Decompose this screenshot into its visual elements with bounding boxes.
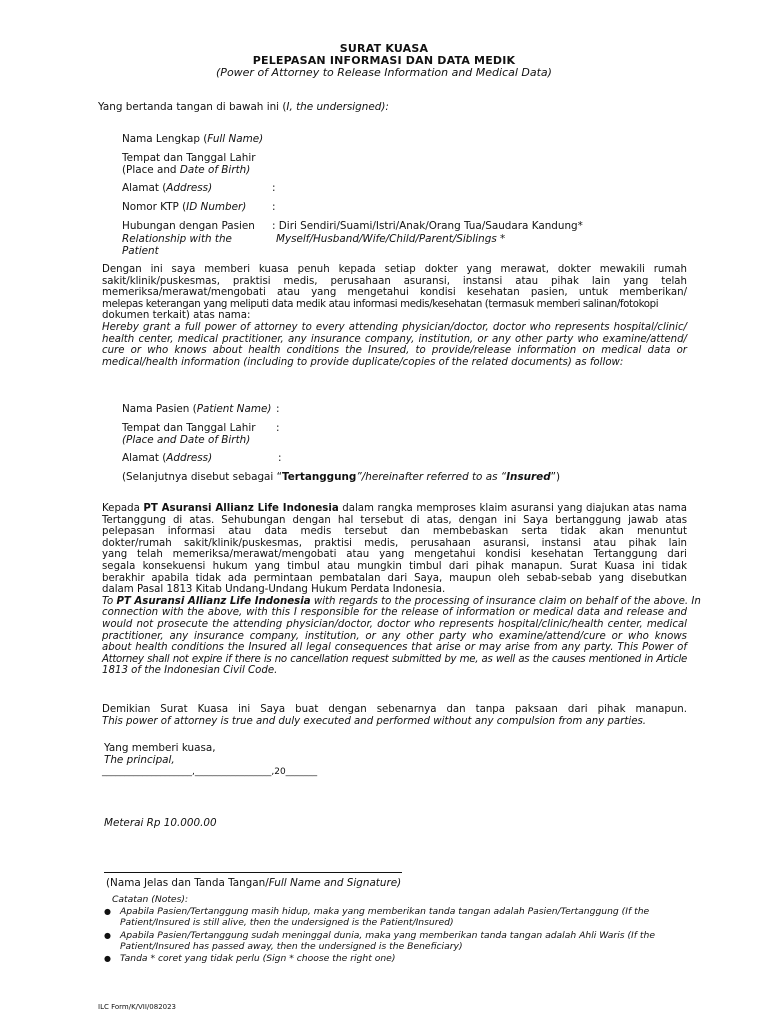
notes-title: Catatan (Notes): bbox=[112, 894, 189, 905]
release-id-line: Tertanggung di atas. Sehubungan dengan hal tersebut di atas, dengan ini Saya bertanggung jawab atas bbox=[102, 514, 687, 526]
note-item: Apabila Pasien/Tertanggung sudah meninggal dunia, maka yang memberikan tanda tangan adalah Ahli Waris (If the Patient/Insured has passed away, then the undersigned is the Beneficiary) bbox=[120, 930, 655, 952]
form-id: ILC Form/K/VII/082023 bbox=[98, 1003, 177, 1011]
bullet-icon: ● bbox=[104, 907, 111, 916]
grant-en-line: medical/health information (including to provide duplicate/copies of the related documents) as follow: bbox=[102, 356, 624, 368]
closing-en-line: This power of attorney is true and duly executed and performed without any compulsion from any parties. bbox=[102, 715, 647, 727]
address-colon: : bbox=[272, 182, 276, 194]
patient-name-colon: : bbox=[276, 403, 280, 415]
patient-address-colon: : bbox=[278, 452, 282, 464]
grant-en-line: cure or who knows about health conditions the Insured, to provide/release information on medical data or bbox=[102, 345, 687, 357]
grant-id-line: sakit/klinik/puskesmas, praktisi medis, perusahaan asuransi, instansi atau pihak lain yang telah bbox=[102, 275, 687, 287]
note-item: Apabila Pasien/Tertanggung masih hidup, maka yang memberikan tanda tangan adalah Pasien/Tertanggung (If the Patient/Insured is still alive, then the undersigned is the Patient/Insured) bbox=[120, 906, 650, 928]
release-id-line: berakhir apabila tidak ada permintaan pembatalan dari Saya, maupun oleh sebab-sebab yang disebutkan bbox=[102, 572, 687, 584]
relation-label-en: Relationship with the bbox=[122, 233, 232, 245]
note-item: Tanda * coret yang tidak perlu (Sign * choose the right one) bbox=[120, 953, 396, 964]
release-id-line: segala konsekuensi hukum yang timbul atau mungkin timbul dari pihak manapun. Surat Kuasa ini tidak bbox=[102, 560, 687, 572]
patient-address-label: Alamat (Address) bbox=[122, 452, 213, 464]
document-translation: (Power of Attorney to Release Information and Medical Data) bbox=[216, 66, 552, 79]
document-title: SURAT KUASA bbox=[339, 42, 429, 55]
grant-paragraph bbox=[102, 264, 687, 368]
birth-label-en: (Place and Date of Birth) bbox=[122, 164, 251, 176]
signature-caption: (Nama Jelas dan Tanda Tangan/Full Name and Signature) bbox=[106, 877, 402, 889]
release-id-line: dokter/rumah sakit/klinik/puskesmas, praktisi medis, perusahaan asuransi, instansi atau pihak lain bbox=[102, 537, 687, 549]
address-label: Alamat (Address) bbox=[122, 182, 213, 194]
release-id-line: yang telah memeriksa/merawat/mengobati atau yang mengetahui kondisi kesehatan Tertanggung dari bbox=[102, 549, 687, 561]
grant-id-line: melepas keterangan yang meliputi data medik atau informasi medis/kesehatan (termasuk memberi salinan/fotokopi bbox=[102, 298, 659, 310]
patient-name-label: Nama Pasien (Patient Name) bbox=[122, 403, 272, 415]
relation-options-en: Myself/Husband/Wife/Child/Parent/Siblings * bbox=[276, 233, 506, 245]
closing-statement bbox=[102, 704, 687, 727]
relation-label-en-2: Patient bbox=[122, 245, 159, 257]
patient-birth-label-en: (Place and Date of Birth) bbox=[122, 434, 251, 446]
release-en-line: practitioner, any insurance company, institution, or any other party who examine/attend/cure or who knows bbox=[102, 630, 687, 642]
bullet-icon: ● bbox=[104, 954, 111, 963]
principal-label-en: The principal, bbox=[104, 754, 175, 766]
insured-definition: (Selanjutnya disebut sebagai “Tertanggung”/hereinafter referred to as “Insured”) bbox=[122, 471, 561, 483]
company-name-en: PT Asuransi Allianz Life Indonesia bbox=[116, 595, 311, 607]
release-en-line: Attorney shall not expire if there is no cancellation request submitted by me, as well as the causes mentioned in Article bbox=[102, 653, 687, 665]
grant-id-line: dokumen terkait) atas nama: bbox=[102, 310, 251, 322]
release-en-line: To PT Asuransi Allianz Life Indonesia with regards to the processing of insurance claim on behalf of the above. In bbox=[102, 595, 701, 607]
release-id-line: Kepada PT Asuransi Allianz Life Indonesia dalam rangka memproses klaim asuransi yang diajukan atas nama bbox=[102, 503, 687, 514]
release-en-line: would not prosecute the attending physician/doctor, doctor who represents hospital/clinic/health center, medical bbox=[102, 618, 687, 630]
grant-en-line: Hereby grant a full power of attorney to every attending physician/doctor, doctor who represents hospital/clinic/ bbox=[102, 321, 687, 333]
release-en-line: connection with the above, with this I responsible for the release of information or medical data and release and bbox=[102, 607, 687, 619]
grant-id-line: Dengan ini saya memberi kuasa penuh kepada setiap dokter yang merawat, dokter mewakili rumah bbox=[102, 264, 687, 275]
release-en-line: 1813 of the Indonesian Civil Code. bbox=[102, 665, 278, 677]
birth-label: Tempat dan Tanggal Lahir bbox=[122, 152, 256, 164]
bullet-icon: ● bbox=[104, 931, 111, 940]
place-date-line: ____________________,_________________,20_______ bbox=[102, 767, 318, 777]
undersigned-label: Yang bertanda tangan di bawah ini (I, the undersigned): bbox=[98, 101, 389, 113]
ktp-colon: : bbox=[272, 201, 276, 213]
grant-en-line: health center, medical practitioner, any insurance company, institution, or any other party who examine/attend/ bbox=[102, 333, 687, 345]
document-subtitle: PELEPASAN INFORMASI DAN DATA MEDIK bbox=[252, 54, 516, 67]
relation-label: Hubungan dengan Pasien bbox=[122, 220, 255, 232]
release-id-line: dalam Pasal 1813 Kitab Undang-Undang Hukum Perdata Indonesia. bbox=[102, 584, 446, 596]
release-en-line: about health conditions the Insured all legal consequences that arise or may arise from any party. This Power of bbox=[102, 642, 687, 654]
principal-label: Yang memberi kuasa, bbox=[104, 742, 216, 754]
grant-id-line: memeriksa/merawat/mengobati atau yang mengetahui kondisi kesehatan pasien, untuk memberikan/ bbox=[102, 287, 687, 299]
company-name: PT Asuransi Allianz Life Indonesia bbox=[143, 503, 339, 514]
ktp-label: Nomor KTP (ID Number) bbox=[122, 201, 247, 213]
relation-options: : Diri Sendiri/Suami/Istri/Anak/Orang Tua/Saudara Kandung* bbox=[272, 220, 583, 232]
closing-id-line: Demikian Surat Kuasa ini Saya buat dengan sebenarnya dan tanpa paksaan dari pihak manapun. bbox=[102, 704, 687, 715]
stamp-label: Meterai Rp 10.000.00 bbox=[104, 817, 217, 829]
release-id-line: pelepasan informasi atau data medis tersebut dan membebaskan serta tidak akan menuntut bbox=[102, 526, 687, 538]
full-name-label: Nama Lengkap (Full Name) bbox=[122, 133, 264, 145]
signature-line bbox=[104, 872, 402, 873]
patient-birth-colon: : bbox=[276, 422, 280, 434]
patient-birth-label: Tempat dan Tanggal Lahir bbox=[122, 422, 256, 434]
release-paragraph bbox=[102, 503, 701, 677]
